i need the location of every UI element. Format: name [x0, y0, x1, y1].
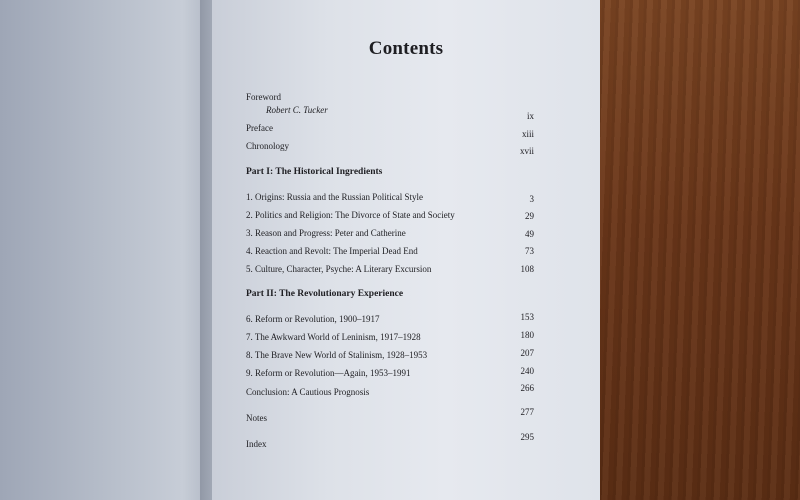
part-heading: Part II: The Revolutionary Experience	[246, 289, 404, 299]
toc-page-chapter: 108	[520, 264, 534, 274]
left-book-page	[0, 0, 215, 500]
toc-entry-chapter: 8. The Brave New World of Stalinism, 1928–1953	[246, 350, 428, 360]
toc-page-chapter: 3	[529, 194, 534, 204]
toc-entry-foreword-author: Robert C. Tucker	[266, 105, 328, 115]
toc-page-chapter: 29	[525, 211, 534, 221]
toc-page-chronology: xvii	[519, 146, 534, 156]
toc-entry-foreword: Foreword	[246, 92, 281, 102]
toc-entry-chapter: 3. Reason and Progress: Peter and Catherine	[246, 228, 406, 238]
toc-page-conclusion: 266	[520, 383, 534, 393]
toc-page-preface: xiii	[521, 129, 534, 139]
page-title: Contents	[368, 38, 444, 59]
toc-entry-chapter: 4. Reaction and Revolt: The Imperial Dead End	[246, 246, 418, 256]
toc-entry-notes: Notes	[246, 413, 267, 423]
toc-entry-preface: Preface	[246, 123, 273, 133]
part-heading: Part I: The Historical Ingredients	[246, 167, 383, 177]
toc-entry-chapter: 6. Reform or Revolution, 1900–1917	[246, 314, 380, 324]
toc-page-chapter: 153	[520, 312, 534, 322]
toc-entry-chronology: Chronology	[246, 141, 290, 151]
toc-page-chapter: 207	[520, 348, 534, 358]
toc-entry-chapter: 1. Origins: Russia and the Russian Political Style	[246, 192, 423, 202]
toc-entry-chapter: 2. Politics and Religion: The Divorce of State and Society	[246, 210, 455, 220]
toc-page-chapter: 49	[525, 229, 534, 239]
toc-page-chapter: 180	[520, 330, 534, 340]
toc-page-chapter: 240	[520, 366, 534, 376]
toc-entry-chapter: 5. Culture, Character, Psyche: A Literary Excursion	[246, 264, 432, 274]
toc-page-chapter: 73	[525, 246, 534, 256]
toc-entry-chapter: 7. The Awkward World of Leninism, 1917–1928	[246, 332, 421, 342]
toc-entry-index: Index	[246, 439, 267, 449]
toc-page-foreword: ix	[526, 111, 534, 121]
toc-entry-conclusion: Conclusion: A Cautious Prognosis	[246, 387, 370, 397]
toc-page-index: 295	[520, 432, 534, 442]
toc-page-notes: 277	[520, 407, 534, 417]
toc-entry-chapter: 9. Reform or Revolution—Again, 1953–1991	[246, 368, 411, 378]
contents-page	[212, 0, 600, 500]
